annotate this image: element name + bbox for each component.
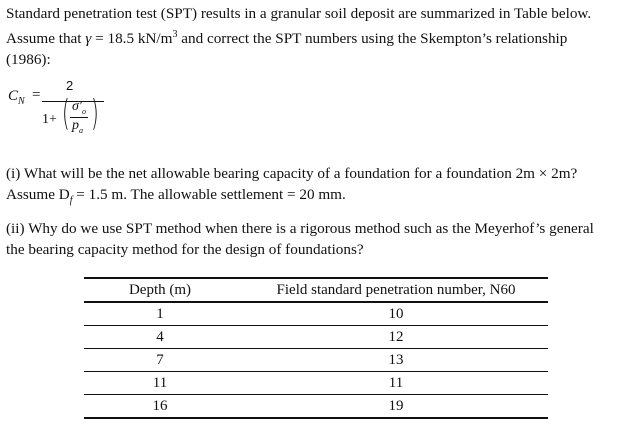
question-1-line-2-post: = 1.5 m. The allowable settlement = 20 mm.	[72, 186, 346, 203]
formula-sigma	[72, 99, 86, 116]
intro-paragraph	[6, 3, 634, 70]
cell-depth: 4	[156, 329, 164, 345]
intro-line-3: (1986):	[6, 51, 51, 69]
cell-gap	[236, 349, 244, 372]
table-row	[84, 349, 548, 372]
formula-lhs-c: C	[8, 88, 19, 104]
intro-line-2-pre: Assume that	[6, 30, 86, 48]
formula-right-paren: )	[91, 93, 99, 134]
formula-numerator: 2	[66, 78, 74, 93]
header-gap	[236, 278, 244, 302]
intro-line-2-sup: 3	[172, 29, 178, 40]
formula-lhs-sub: N	[18, 96, 25, 107]
cell-depth: 11	[152, 375, 168, 391]
skempton-formula	[8, 74, 138, 144]
cell-n60: 10	[388, 306, 404, 322]
formula-one-plus: 1+	[42, 112, 57, 127]
header-depth: Depth (m)	[128, 282, 192, 298]
table-row	[84, 302, 548, 326]
formula-sigma-sub: o	[81, 106, 86, 116]
formula-lhs	[8, 88, 25, 107]
cell-n60: 19	[388, 398, 404, 414]
cell-n60: 11	[388, 375, 404, 391]
cell-gap	[236, 326, 244, 349]
cell-gap	[236, 302, 244, 326]
intro-line-2-post: and correct the SPT numbers using the Skempton’s relationship	[177, 30, 568, 48]
table-row	[84, 326, 548, 349]
cell-n60: 13	[388, 352, 404, 368]
table-row	[84, 372, 548, 395]
cell-depth: 16	[152, 398, 168, 414]
question-2-line-1: (ii) Why do we use SPT method when there is a rigorous method such as the Meyerhof’s general	[6, 220, 594, 237]
formula-left-paren: (	[62, 93, 70, 134]
intro-line-1: Standard penetration test (SPT) results in a granular soil deposit are summarized in Table below.	[6, 5, 592, 22]
question-1-line-2-pre: Assume D	[6, 186, 70, 203]
question-2-line-2: the bearing capacity method for the design of foundations?	[6, 241, 364, 258]
question-2	[6, 218, 634, 260]
table-row	[84, 395, 548, 419]
formula-pa	[72, 118, 83, 135]
question-1-line-1: (i) What will be the net allowable bearing capacity of a foundation for a foundation 2m × 2m?	[6, 165, 578, 182]
formula-sigma-symbol: σ′	[72, 99, 82, 114]
cell-n60: 12	[388, 329, 404, 345]
cell-depth: 7	[156, 352, 164, 368]
cell-depth: 1	[156, 306, 164, 322]
cell-gap	[236, 372, 244, 395]
intro-line-2-mid: = 18.5 kN/m	[91, 30, 173, 48]
formula-pa-sub: a	[79, 125, 83, 135]
question-1	[6, 163, 634, 211]
header-n60: Field standard penetration number, N60	[276, 282, 516, 298]
formula-pa-symbol: p	[72, 118, 79, 133]
spt-results-table	[84, 277, 548, 419]
formula-equals: =	[32, 87, 41, 103]
gamma-symbol: γ	[85, 30, 92, 48]
table-header-row	[84, 278, 548, 302]
question-1-line-2-sub: f	[69, 195, 73, 207]
cell-gap	[236, 395, 244, 419]
